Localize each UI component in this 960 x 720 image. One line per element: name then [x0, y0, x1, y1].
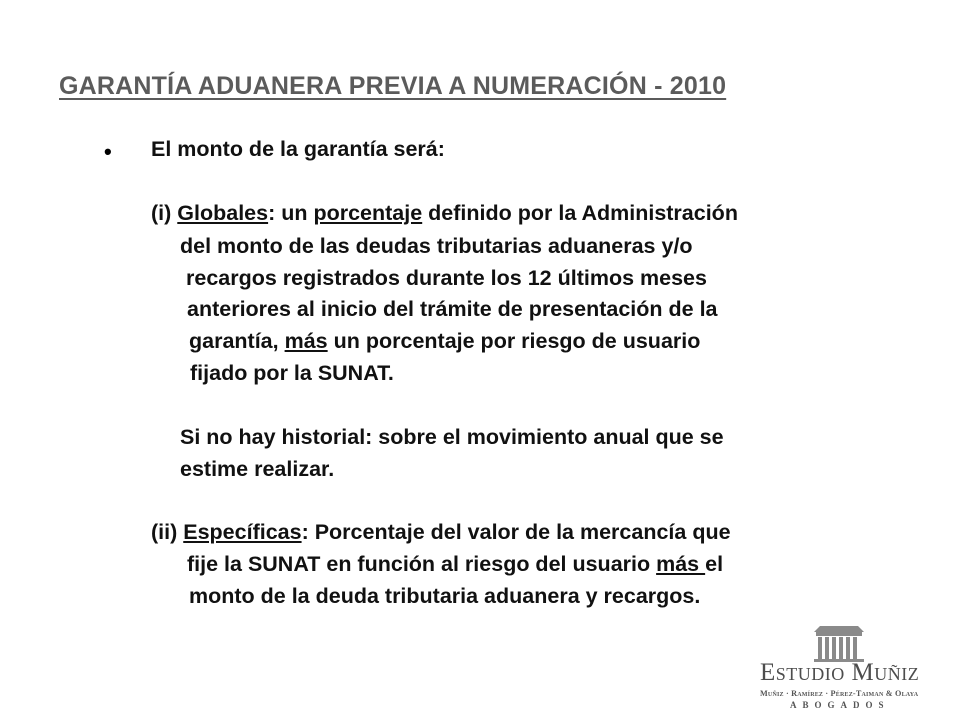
item2-line3: monto de la deuda tributaria aduanera y recargos.	[189, 584, 701, 608]
item2-line1	[151, 522, 731, 544]
item1-prefix: (i)	[151, 201, 178, 225]
item2-after-term: : Porcentaje del valor de la mercancía que	[301, 520, 731, 544]
item2-term: Específicas	[183, 520, 302, 544]
item2-line2-key: más	[656, 552, 706, 576]
item1-line6: fijado por la SUNAT.	[190, 361, 394, 385]
slide-title: GARANTÍA ADUANERA PREVIA A NUMERACIÓN - 2010	[59, 72, 727, 100]
item2-prefix: (ii)	[151, 520, 184, 544]
logo-partners: Muñiz · Ramírez · Pérez-Taiman & Olaya	[760, 689, 919, 698]
item1-line5	[189, 331, 700, 353]
item1-term: Globales	[177, 201, 269, 225]
bullet-marker: •	[104, 139, 112, 164]
item1-line5-a: garantía,	[189, 329, 285, 353]
item1-line1	[151, 203, 738, 225]
no-history-line2: estime realizar.	[180, 457, 335, 481]
item1-after-key: definido por la Administración	[422, 201, 738, 225]
item1-line5-b: un porcentaje por riesgo de usuario	[327, 329, 701, 353]
no-history-line1: Si no hay historial: sobre el movimiento anual que se	[180, 425, 724, 449]
item1-line4: anteriores al inicio del trámite de presentación de la	[187, 297, 718, 321]
item2-line2-a: fije la SUNAT en función al riesgo del usuario	[187, 552, 657, 576]
item2-line2	[187, 554, 723, 576]
item1-line3: recargos registrados durante los 12 últimos meses	[186, 266, 707, 290]
logo-tagline: ABOGADOS	[790, 700, 890, 710]
item1-key: porcentaje	[313, 201, 423, 225]
item1-line2: del monto de las deudas tributarias aduaneras y/o	[180, 234, 693, 258]
item2-line2-b: el	[705, 552, 724, 576]
item1-after-term: : un	[268, 201, 314, 225]
intro-text: El monto de la garantía será:	[151, 137, 445, 161]
logo-name: Estudio Muñiz	[760, 659, 920, 686]
item1-line5-key: más	[284, 329, 328, 353]
